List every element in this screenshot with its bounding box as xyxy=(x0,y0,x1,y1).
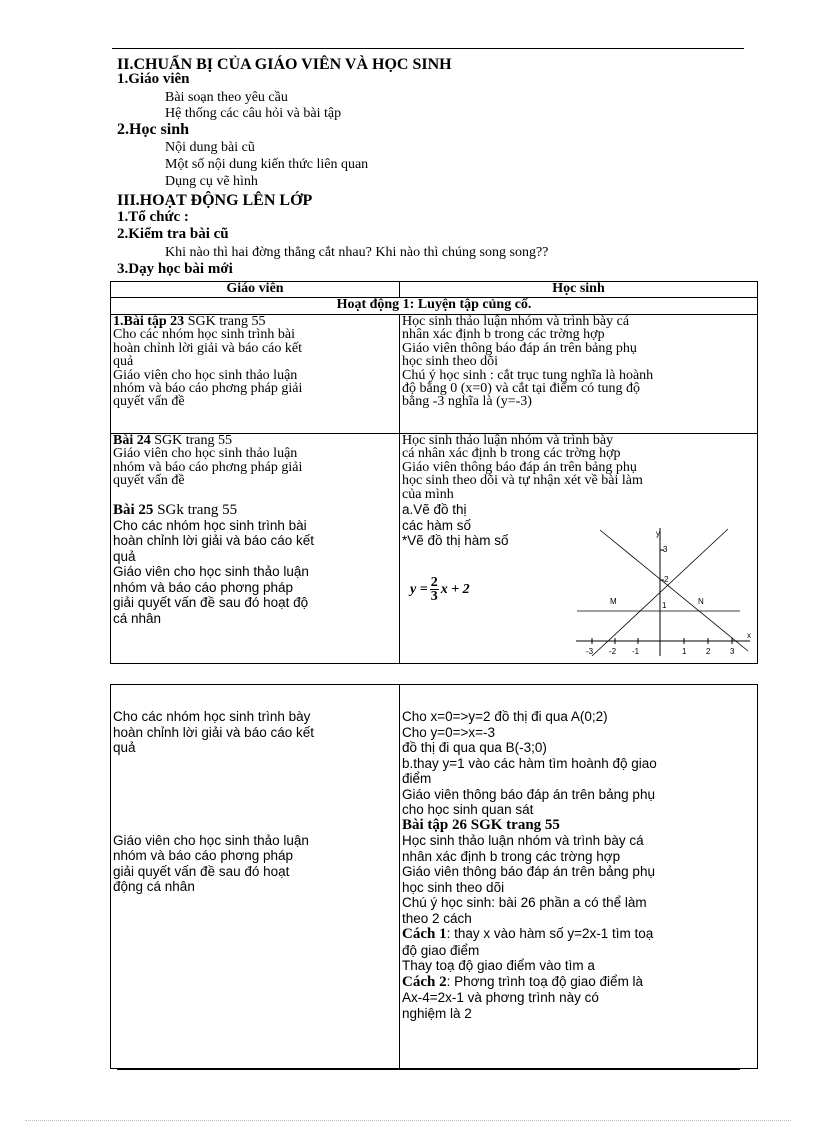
exercise-24-25-teacher-cell xyxy=(111,434,400,664)
student-line: Cho y=0=>x=-3 xyxy=(402,724,496,740)
exercise-25-teacher-line: giải quyết vấn đề sau đó hoạt độ xyxy=(113,595,309,611)
student-line: nhân xác định b trong các trờng hợp xyxy=(402,848,621,864)
method-1-text: : thay x vào hàm số y=2x-1 tìm toạ xyxy=(446,926,654,941)
student-line: Chú ý học sinh: bài 26 phần a có thể làm xyxy=(402,895,647,910)
section-2-title: II.CHUẨN BỊ CỦA GIÁO VIÊN VÀ HỌC SINH xyxy=(117,56,452,73)
exercise-24-25-student-cell xyxy=(400,434,758,664)
function-graph xyxy=(572,524,754,664)
exercise-23-student-line: nhân xác định b trong các trờng hợp xyxy=(402,327,605,343)
student-line: đồ thị đi qua qua B(-3;0) xyxy=(402,740,547,755)
formula-lhs: y = xyxy=(410,581,428,597)
exercise-23-student-cell xyxy=(400,315,758,434)
organization-heading: 1.Tổ chức : xyxy=(117,209,189,225)
exercise-25-teacher-line: nhóm và báo cáo phơng pháp xyxy=(113,579,293,595)
teacher-item: Hệ thống các câu hỏi và bài tập xyxy=(165,106,342,121)
exercise-25-student-line: *Vẽ đồ thị hàm số xyxy=(402,533,509,549)
x-tick-label: -2 xyxy=(609,647,617,656)
student-line: cho học sinh quan sát xyxy=(402,802,534,817)
y-axis-label: y xyxy=(656,529,660,538)
teacher-column-cell xyxy=(111,685,400,1069)
x-axis-label: x xyxy=(747,631,751,640)
student-line: điểm xyxy=(402,771,432,786)
line-increasing xyxy=(600,530,748,651)
student-line: Giáo viên thông báo đáp án trên bảng phụ xyxy=(402,786,655,802)
exercise-23-teacher-cell xyxy=(111,315,400,434)
student-line: độ giao điểm xyxy=(402,942,480,958)
formula-rhs: x + 2 xyxy=(440,581,470,597)
exercise-23-student-line: Học sinh thảo luận nhóm và trình bày cá xyxy=(402,314,630,329)
exercise-25-title: Bài 25 xyxy=(113,501,154,518)
section-3-title: III.HOẠT ĐỘNG LÊN LỚP xyxy=(117,192,313,209)
exercise-24-student-line: Giáo viên thông báo đáp án trên bảng phụ xyxy=(402,459,637,475)
teacher-line: động cá nhân xyxy=(113,879,195,894)
exercise-25-ref: SGk trang 55 xyxy=(153,501,238,518)
student-line: Giáo viên thông báo đáp án trên bảng phụ xyxy=(402,864,655,879)
graph-point-label: 1 xyxy=(662,601,667,610)
exercise-25-student-line: a.Vẽ đồ thị xyxy=(402,502,467,518)
graph-point-label: 3 xyxy=(663,545,668,554)
exercise-23-teacher-line: nhóm và báo cáo phơng pháp giải xyxy=(113,381,303,397)
exercise-23-student-line: bằng -3 nghĩa là (y=-3) xyxy=(402,394,532,410)
teacher-line: hoàn chỉnh lời giải và báo cáo kết xyxy=(113,724,314,740)
x-tick-label: 2 xyxy=(706,647,711,656)
column-header-student: Học sinh xyxy=(400,282,758,298)
bottom-rule xyxy=(117,1069,740,1070)
exercise-25-teacher-line: cá nhân xyxy=(113,610,162,626)
page-edge xyxy=(25,1120,791,1121)
old-lesson-question: Khi nào thì hai đờng thẳng cắt nhau? Khi nào thì chúng song song?? xyxy=(165,245,549,260)
exercise-24-teacher-line: quyết vấn đề xyxy=(113,473,185,489)
method-1-label: Cách 1 xyxy=(402,926,447,942)
exercise-23-teacher-line: hoàn chỉnh lời giải và báo cáo kết xyxy=(113,340,302,356)
teacher-line: quả xyxy=(113,740,136,755)
exercise-25-student-line: các hàm số xyxy=(402,517,472,533)
exercise-25-teacher-line: quả xyxy=(113,548,136,564)
lesson-table-1 xyxy=(110,281,758,664)
teacher-line: Cho các nhóm học sinh trình bày xyxy=(113,709,311,724)
exercise-23-teacher-line: quả xyxy=(113,354,134,370)
student-line: Học sinh thảo luận nhóm và trình bày cá xyxy=(402,833,644,848)
method-2-label: Cách 2 xyxy=(402,973,447,990)
teacher-heading: 1.Giáo viên xyxy=(117,71,190,87)
exercise-24-student-line: Học sinh thảo luận nhóm và trình bày xyxy=(402,433,614,448)
teacher-item: Bài soạn theo yêu cầu xyxy=(165,90,288,105)
formula-denominator: 3 xyxy=(430,589,438,604)
exercise-24-student-line: của mình xyxy=(402,486,454,502)
student-line: b.thay y=1 vào các hàm tìm hoành độ giao xyxy=(402,755,657,771)
exercise-24-student-line: cá nhân xác định b trong các trờng hợp xyxy=(402,446,621,462)
student-line: Cho x=0=>y=2 đồ thị đi qua A(0;2) xyxy=(402,709,608,724)
exercise-23-teacher-line: quyết vấn đề xyxy=(113,394,185,410)
new-lesson-heading: 3.Dạy học bài mới xyxy=(117,261,233,277)
student-column-cell xyxy=(400,685,758,1069)
exercise-24-teacher-line: nhóm và báo cáo phơng pháp giải xyxy=(113,459,303,475)
student-line: theo 2 cách xyxy=(402,910,472,926)
exercise-23-teacher-line: Cho các nhóm học sinh trình bài xyxy=(113,327,295,343)
student-item: Dụng cụ vẽ hình xyxy=(165,174,258,189)
student-item: Một số nội dung kiến thức liên quan xyxy=(165,157,369,172)
exercise-24-title: Bài 24 xyxy=(113,433,151,448)
exercise-24-student-line: học sinh theo dõi và tự nhận xét về bài làm xyxy=(402,473,643,489)
x-tick-label: 1 xyxy=(682,647,687,656)
lesson-table-2 xyxy=(110,684,758,1069)
graph-point-M: M xyxy=(610,597,617,606)
formula-numerator: 2 xyxy=(430,575,438,590)
exercise-24-teacher-line: Giáo viên cho học sinh thảo luận xyxy=(113,446,298,462)
teacher-line: nhóm và báo cáo phơng pháp xyxy=(113,848,293,863)
x-tick-label: 3 xyxy=(730,647,735,656)
graph-point-label: 2 xyxy=(664,575,669,584)
graph-point-N: N xyxy=(698,597,704,606)
teacher-line: Giáo viên cho học sinh thảo luận xyxy=(113,832,309,848)
x-tick-label: -3 xyxy=(586,647,594,656)
column-header-teacher: Giáo viên xyxy=(111,282,400,298)
teacher-line: giải quyết vấn đề sau đó hoạt xyxy=(113,863,290,879)
exercise-26-title: Bài tập 26 SGK trang 55 xyxy=(402,816,560,833)
exercise-23-teacher-line: Giáo viên cho học sinh thảo luận xyxy=(113,367,298,383)
exercise-23-student-line: Chú ý học sinh : cắt trục tung nghĩa là hoành xyxy=(402,367,654,383)
old-lesson-heading: 2.Kiểm tra bài cũ xyxy=(117,226,229,242)
exercise-23-title: 1.Bài tập 23 xyxy=(113,314,185,329)
exercise-23-student-line: học sinh theo dõi xyxy=(402,354,499,370)
student-heading: 2.Học sinh xyxy=(117,121,190,138)
student-line: Ax-4=2x-1 và phơng trình này có xyxy=(402,990,599,1005)
exercise-23-student-line: Giáo viên thông báo đáp án trên bảng phụ xyxy=(402,340,637,356)
exercise-25-teacher-line: Giáo viên cho học sinh thảo luận xyxy=(113,564,309,580)
student-line: Thay toạ độ giao điểm vào tìm a xyxy=(402,958,595,973)
top-rule xyxy=(112,48,744,49)
student-line: học sinh theo dõi xyxy=(402,879,505,895)
exercise-23-student-line: độ bằng 0 (x=0) và cắt tại điểm có tung độ xyxy=(402,381,641,397)
student-item: Nội dung bài cũ xyxy=(165,140,255,155)
student-line: nghiệm là 2 xyxy=(402,1005,472,1021)
x-tick-label: -1 xyxy=(632,647,640,656)
exercise-23-ref: SGK trang 55 xyxy=(184,314,266,329)
exercise-24-ref: SGK trang 55 xyxy=(150,433,233,448)
exercise-25-teacher-line: Cho các nhóm học sinh trình bài xyxy=(113,517,307,533)
exercise-25-teacher-line: hoàn chỉnh lời giải và báo cáo kết xyxy=(113,533,314,549)
activity-1-title: Hoạt động 1: Luyện tập củng cố. xyxy=(111,298,758,315)
formula-fraction xyxy=(430,576,439,603)
method-2-text: : Phơng trình toạ độ giao điểm là xyxy=(446,973,644,989)
function-formula xyxy=(410,576,470,603)
